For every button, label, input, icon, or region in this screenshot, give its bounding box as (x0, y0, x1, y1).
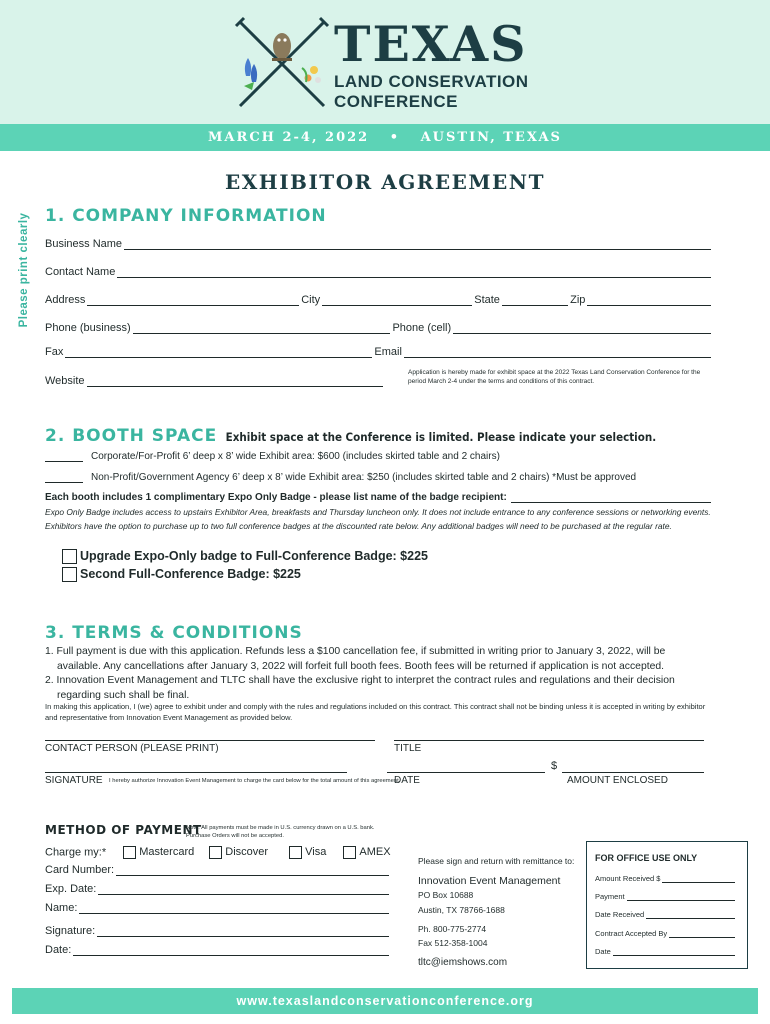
phone-cell-label: Phone (cell) (392, 322, 452, 334)
remit-fax: Fax 512-358-1004 (418, 938, 488, 948)
zip-label: Zip (570, 294, 586, 306)
charge-options (45, 846, 391, 859)
remit-email-link[interactable]: tltc@iemshows.com (418, 957, 508, 968)
corporate-select-line[interactable] (45, 451, 83, 462)
payment-signature-label: Signature: (45, 925, 96, 937)
contact-person-line[interactable] (45, 740, 375, 741)
payment-signature-line[interactable] (97, 926, 389, 937)
logo-subtitle-line2: CONFERENCE (334, 92, 459, 111)
amount-label: AMOUNT ENCLOSED (567, 775, 668, 786)
section2-note: Exhibit space at the Conference is limited. Please indicate your selection. (225, 430, 657, 444)
remit-city: Austin, TX 78766-1688 (418, 905, 505, 915)
discover-label: Discover (225, 846, 269, 859)
charge-label: Charge my:* (45, 846, 107, 859)
section3-heading: 3. TERMS & CONDITIONS (45, 623, 303, 643)
event-dates: MARCH 2-4, 2022 (208, 130, 370, 145)
badge-recipient-label: Each booth includes 1 complimentary Expo Only Badge - please list name of the badge recipient: (45, 492, 507, 503)
upgrade-checkbox[interactable] (62, 549, 77, 564)
phone-cell-line[interactable] (453, 323, 711, 334)
second-badge-checkbox[interactable] (62, 567, 77, 582)
discover-checkbox[interactable] (209, 846, 222, 859)
contact-name-label: Contact Name (45, 266, 116, 278)
office-date-received-field[interactable] (595, 910, 737, 919)
exp-date-line[interactable] (98, 884, 389, 895)
address-label: Address (45, 294, 86, 306)
footer-website-link[interactable]: www.texaslandconservationconference.org (12, 988, 758, 1014)
state-line[interactable] (502, 295, 568, 306)
document-title: EXHIBITOR AGREEMENT (225, 170, 545, 194)
payment-date-label: Date: (45, 944, 72, 956)
amex-checkbox[interactable] (343, 846, 356, 859)
office-use-box (586, 841, 748, 969)
amount-line[interactable] (562, 772, 704, 773)
agreement-text: In making this application, I (we) agree to exhibit under and comply with the rules and regulations included on this contract. This contract shall not be binding unless it is accepted in writing by exhibitor and representative from Innovation Event Management as provided below. (45, 702, 706, 722)
name-line[interactable] (79, 903, 389, 914)
date-location-band (0, 124, 770, 151)
payment-date-line[interactable] (73, 945, 389, 956)
zip-line[interactable] (587, 295, 711, 306)
card-number-label: Card Number: (45, 864, 115, 876)
fax-label: Fax (45, 346, 64, 358)
payment-notes (186, 824, 375, 840)
badge-recipient-field[interactable] (45, 492, 713, 503)
remit-label: Please sign and return with remittance to: (418, 856, 575, 866)
visa-option[interactable] (289, 846, 326, 858)
remit-phone: Ph. 800-775-2774 (418, 924, 487, 934)
payment-signature-field[interactable] (45, 925, 391, 937)
office-amount-field[interactable] (595, 874, 737, 883)
address-line[interactable] (87, 295, 299, 306)
contact-name-field[interactable] (45, 266, 713, 278)
payment-note1: Note: All payments must be made in U.S. currency drawn on a U.S. bank. (186, 825, 375, 831)
office-contract-field[interactable] (595, 929, 737, 938)
signature-label: SIGNATURE (45, 775, 103, 786)
title-label: TITLE (394, 743, 422, 754)
amex-label: AMEX (359, 846, 391, 859)
office-payment-line[interactable] (627, 894, 735, 901)
office-heading: FOR OFFICE USE ONLY (595, 853, 698, 863)
city-line[interactable] (322, 295, 472, 306)
address-row (45, 294, 713, 306)
fax-email-row (45, 346, 713, 358)
office-date-field[interactable] (595, 947, 737, 956)
phone-row (45, 322, 713, 334)
payment-note2: Purchase Orders will not be accepted. (186, 833, 284, 839)
application-note: Application is hereby made for exhibit space at the 2022 Texas Land Conservation Conference for the period March 2-4 under the terms and conditions of this contract. (408, 369, 701, 385)
corporate-option-label: Corporate/For-Profit 6’ deep x 8’ wide Exhibit area: $600 (includes skirted table and 2 chairs) (91, 451, 500, 462)
second-badge-option[interactable] (62, 567, 301, 582)
office-date-line[interactable] (613, 949, 735, 956)
office-payment-label: Payment (595, 892, 625, 901)
remit-po: PO Box 10688 (418, 890, 474, 900)
side-note: Please print clearly (18, 212, 30, 328)
separator-dot: • (389, 130, 401, 145)
phone-business-label: Phone (business) (45, 322, 131, 334)
signature-line[interactable] (45, 772, 347, 773)
contact-name-line[interactable] (117, 267, 711, 278)
office-payment-field[interactable] (595, 892, 737, 901)
event-location: AUSTIN, TEXAS (420, 130, 562, 145)
discover-option[interactable] (209, 846, 268, 858)
office-contract-line[interactable] (669, 931, 735, 938)
authorization-note: I hereby authorize Innovation Event Management to charge the card below for the total amount of this agreement. (109, 778, 401, 784)
website-label: Website (45, 375, 85, 387)
office-contract-label: Contract Accepted By (595, 929, 668, 938)
business-name-label: Business Name (45, 238, 123, 250)
logo-subtitle-line1: LAND CONSERVATION (334, 72, 529, 91)
title-line[interactable] (394, 740, 704, 741)
amex-option[interactable] (343, 846, 390, 858)
badge-recipient-line[interactable] (511, 492, 711, 503)
office-amount-line[interactable] (662, 876, 735, 883)
office-date-label: Date (595, 947, 611, 956)
mastercard-option[interactable] (123, 846, 194, 858)
office-date-received-label: Date Received (595, 910, 645, 919)
name-field[interactable] (45, 902, 391, 914)
term2-line2: regarding such shall be final. (57, 689, 190, 701)
visa-label: Visa (305, 846, 327, 859)
section2-heading: 2. BOOTH SPACE (45, 426, 218, 446)
nonprofit-select-line[interactable] (45, 472, 83, 483)
section2-header (45, 426, 656, 446)
date-line[interactable] (387, 772, 545, 773)
terms-list (45, 645, 735, 703)
term2-line1: 2. Innovation Event Management and TLTC shall have the exclusive right to interpret the contract rules and regulations and their decision (45, 675, 675, 686)
state-label: State (474, 294, 500, 306)
city-label: City (301, 294, 321, 306)
website-line[interactable] (87, 376, 383, 387)
phone-business-line[interactable] (133, 323, 391, 334)
exp-date-field[interactable] (45, 883, 391, 895)
second-badge-label: Second Full-Conference Badge: $225 (80, 567, 301, 581)
logo-title: TEXAS (334, 15, 528, 73)
business-name-field[interactable] (45, 238, 713, 250)
remit-company: Innovation Event Management (418, 875, 561, 887)
term1-line1: 1. Full payment is due with this application. Refunds less a $100 cancellation fee, if submitted in writing prior to January 3, 2022, will be (45, 646, 666, 657)
office-amount-label: Amount Received $ (595, 874, 661, 883)
email-line[interactable] (404, 347, 711, 358)
email-label: Email (374, 346, 402, 358)
office-date-received-line[interactable] (646, 912, 735, 919)
mastercard-checkbox[interactable] (123, 846, 136, 859)
payment-heading: METHOD OF PAYMENT (45, 823, 202, 837)
mastercard-label: Mastercard (139, 846, 195, 859)
booth-option-nonprofit[interactable] (45, 472, 725, 483)
nonprofit-option-label: Non-Profit/Government Agency 6’ deep x 8’ wide Exhibit area: $250 (includes skirted table and 2 chairs) *Must be approved (91, 472, 637, 483)
logo-emblem-icon (232, 16, 332, 112)
business-name-line[interactable] (124, 239, 711, 250)
payment-date-field[interactable] (45, 944, 391, 956)
fax-line[interactable] (65, 347, 372, 358)
name-label: Name: (45, 902, 78, 914)
card-number-line[interactable] (116, 865, 389, 876)
section1-heading: 1. COMPANY INFORMATION (45, 206, 327, 226)
exp-date-label: Exp. Date: (45, 883, 97, 895)
dollar-sign: $ (551, 760, 558, 772)
card-number-field[interactable] (45, 864, 391, 876)
contact-person-label: CONTACT PERSON (PLEASE PRINT) (45, 743, 219, 754)
upgrade-label: Upgrade Expo-Only badge to Full-Conference Badge: $225 (80, 549, 428, 563)
visa-checkbox[interactable] (289, 846, 302, 859)
date-label: DATE (394, 775, 420, 786)
website-field[interactable] (45, 375, 385, 387)
term1-line2: available. Any cancellations after January 3, 2022 will forfeit full booth fees. Booth fees will be returned if application is not accepted. (57, 660, 665, 672)
booth-option-corporate[interactable] (45, 451, 725, 462)
upgrade-badge-option[interactable] (62, 549, 428, 564)
badge-note: Expo Only Badge includes access to upstairs Exhibitor Area, breakfasts and Thursday luncheon only. It does not include entrance to any conference sessions or networking events. Exhibitors have the option to purchase up to two full conference badges at the discounted rate below. Any additional badges will need to be purchased at the regular rate. (45, 507, 711, 531)
